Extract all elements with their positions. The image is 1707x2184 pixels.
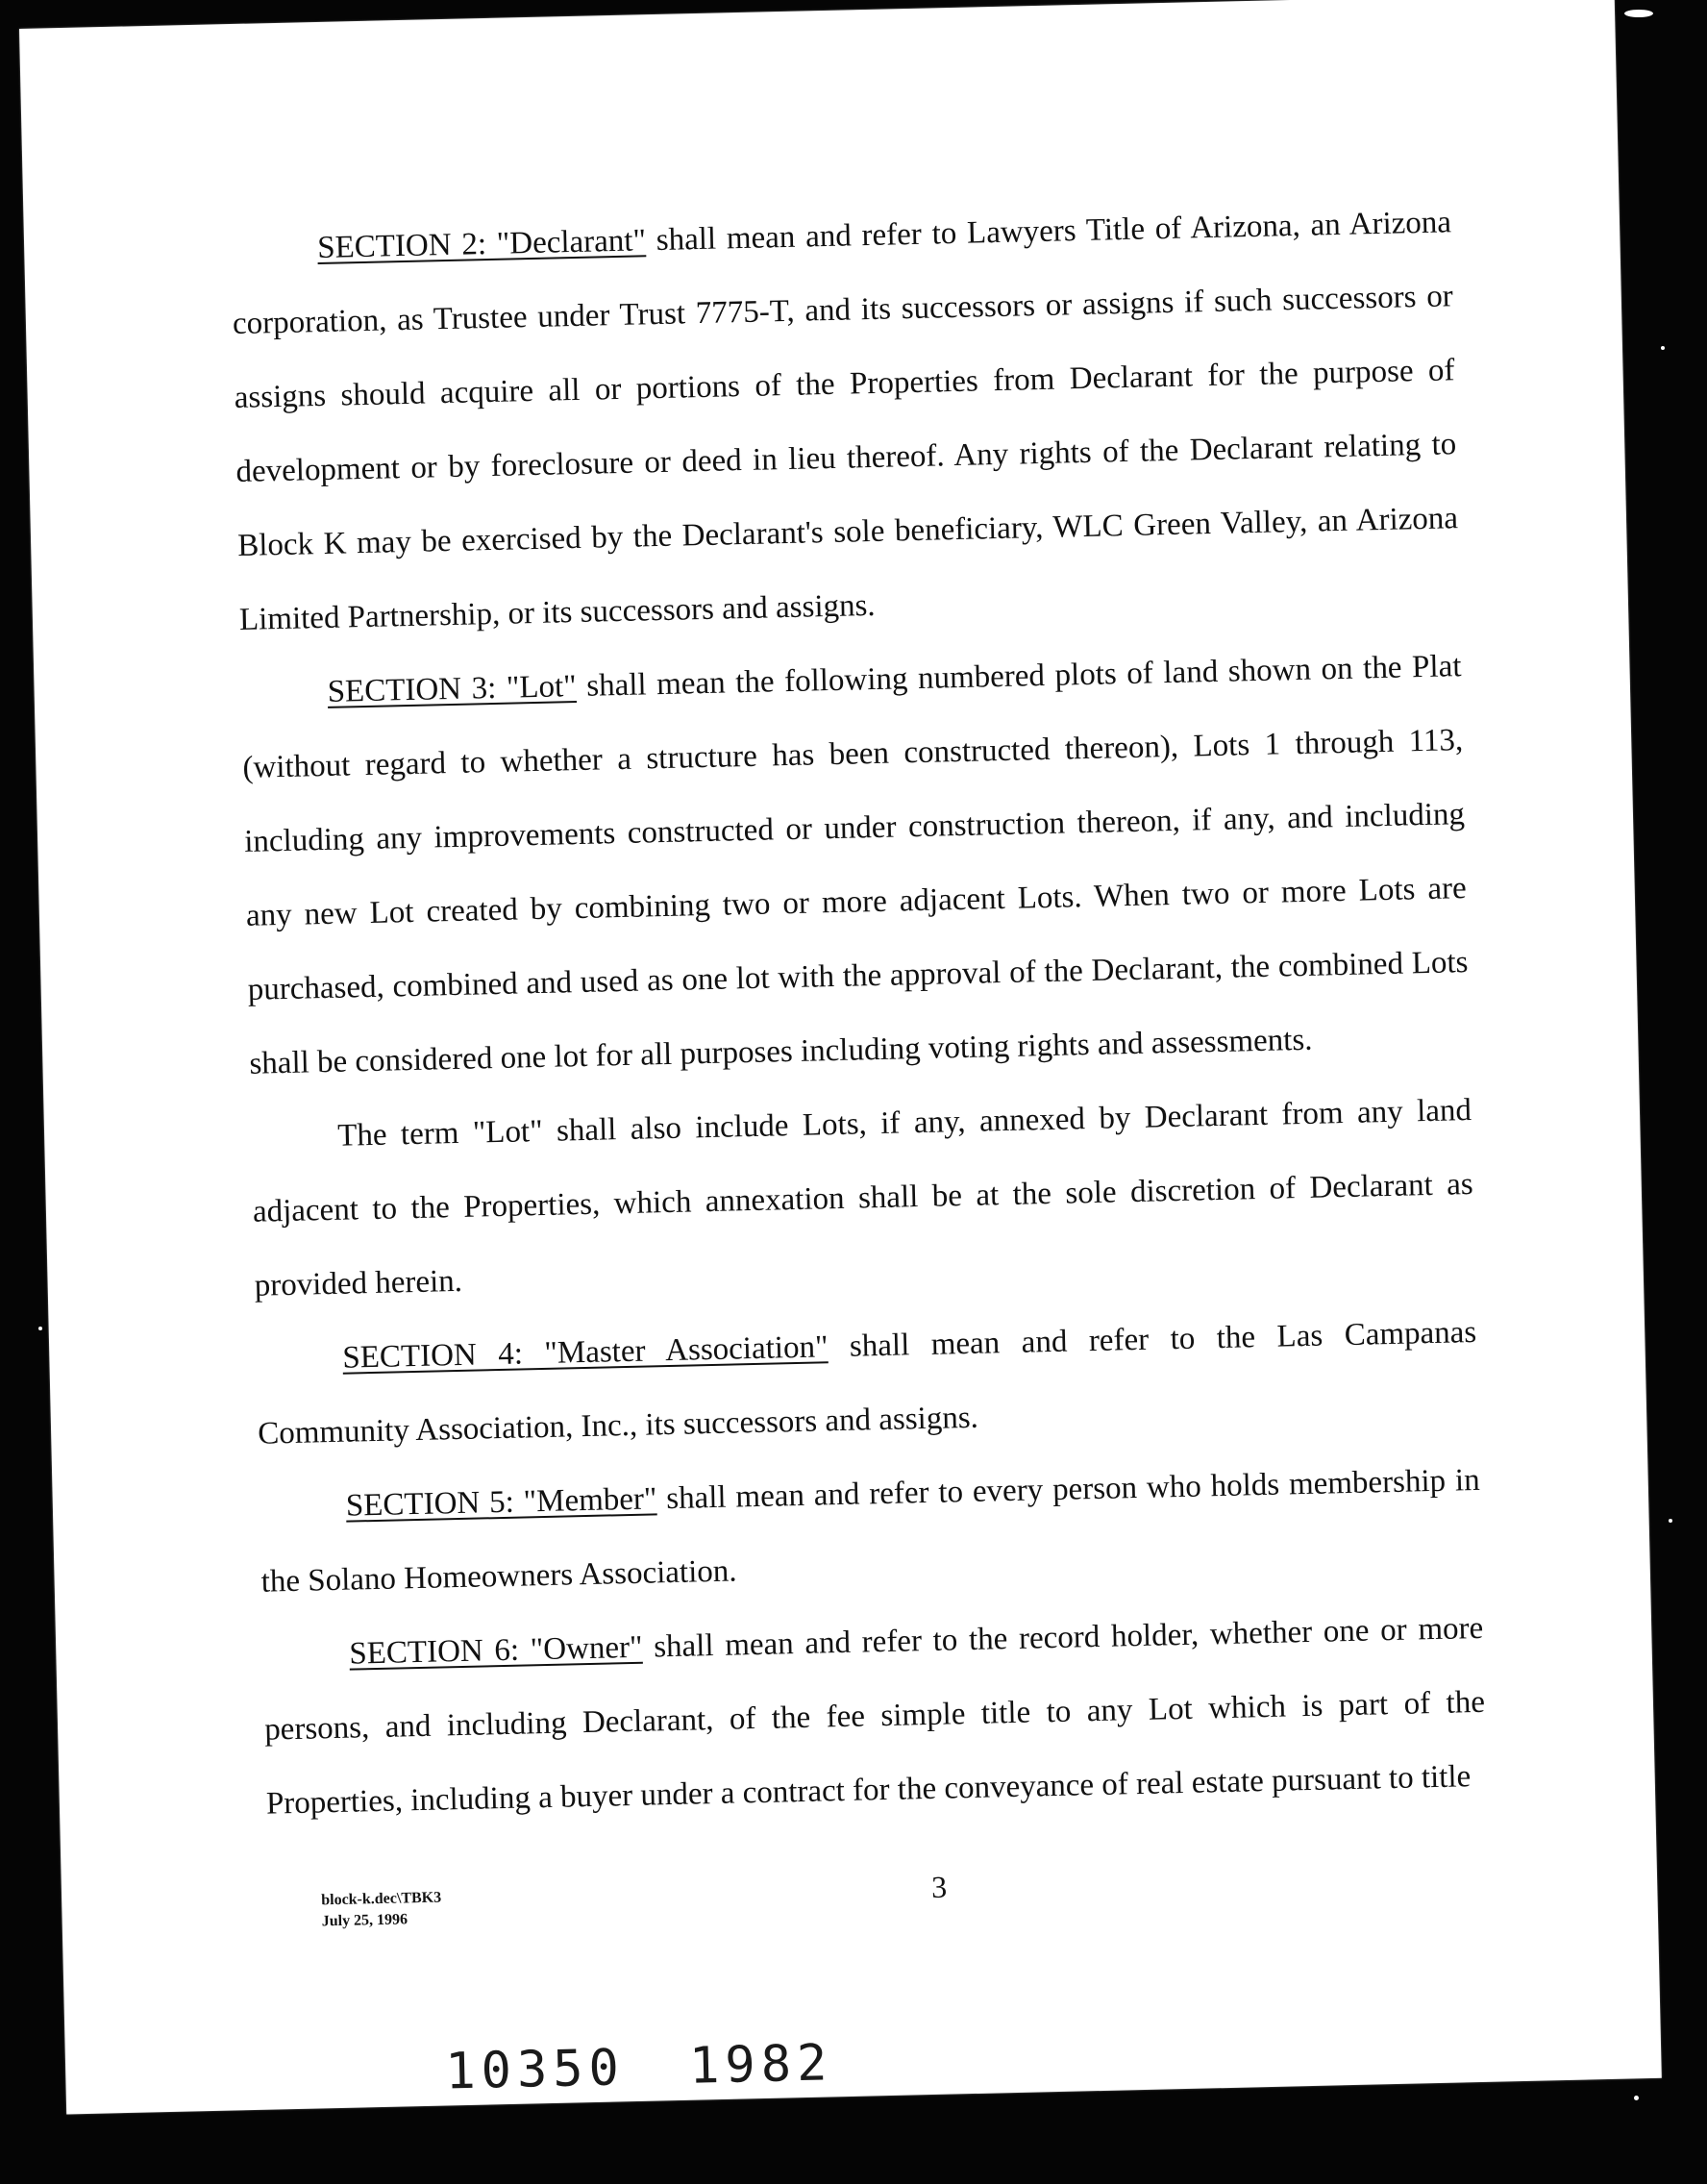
lot-term-paragraph [250,1074,1475,1324]
scan-speck [1661,346,1665,350]
section-3-paragraph [240,630,1471,1102]
scan-speck [38,1327,42,1330]
footer-file-name: block-k.dec\TBK3 [321,1889,442,1909]
section-5-label: SECTION 5: "Member" [345,1481,657,1524]
section-6-label: SECTION 6: "Owner" [349,1629,643,1672]
section-6-paragraph [262,1592,1488,1842]
scan-speck [750,21,755,26]
section-6-text: shall mean and refer to the record holder, whether one or more persons, and including Declarant, of the fee simple title to any Lot which is part of the Properties, including a buyer under a contract for the conveyance of real estate pursuant to title [263,1610,1486,1822]
section-5-paragraph [259,1444,1482,1620]
scan-speck [1634,2096,1639,2100]
section-2-label: SECTION 2: "Declarant" [316,223,647,266]
section-2-text: shall mean and refer to Lawyers Title of Arizona, an Arizona corporation, as Trustee under Trust 7775-T, and its successors or assigns if such successors or assigns should acquire all or portions of the Properties from Declarant for the purpose of development or by foreclosure or deed in lieu thereof. Any rights of the Declarant relating to Block K may be exercised by the Declarant's sole beneficiary, WLC Green Valley, an Arizona Limited Partnership, or its successors and assigns. [232,205,1459,637]
scan-speck [1278,25,1282,29]
section-3-text: shall mean the following numbered plots of land shown on the Plat (without regard to whether a structure has been constructed thereon), Lots 1 through 113, including any improvements constructed or under construction thereon, if any, and including any new Lot created by combining two or more adjacent Lots. When two or more Lots are purchased, combined and used as one lot with the approval of the Declarant, the combined Lots shall be considered one lot for all purposes including voting rights and assessments. [242,649,1469,1081]
footer-file-reference [321,1888,442,1933]
scan-speck [1624,10,1653,17]
section-4-text: shall mean and refer to the Las Campanas Community Association, Inc., its successors and assigns. [257,1314,1477,1452]
section-4-paragraph [256,1296,1479,1472]
footer-date: July 25, 1996 [321,1911,408,1930]
document-stamp-number: 10350 1982 [444,2034,833,2101]
lot-term-text: The term "Lot" shall also include Lots, if any, annexed by Declarant from any land adjacent to the Properties, which annexation shall be at the sole discretion of Declarant as provided herein. [252,1093,1474,1303]
section-3-label: SECTION 3: "Lot" [327,669,578,709]
page-number: 3 [930,1869,948,1904]
document-body [230,186,1487,1841]
section-4-label: SECTION 4: "Master Association" [342,1329,829,1376]
section-2-paragraph [230,186,1460,658]
section-5-text: shall mean and refer to every person who holds membership in the Solano Homeowners Association. [260,1462,1481,1600]
scan-speck [1669,1519,1672,1523]
document-page [19,0,1662,2114]
